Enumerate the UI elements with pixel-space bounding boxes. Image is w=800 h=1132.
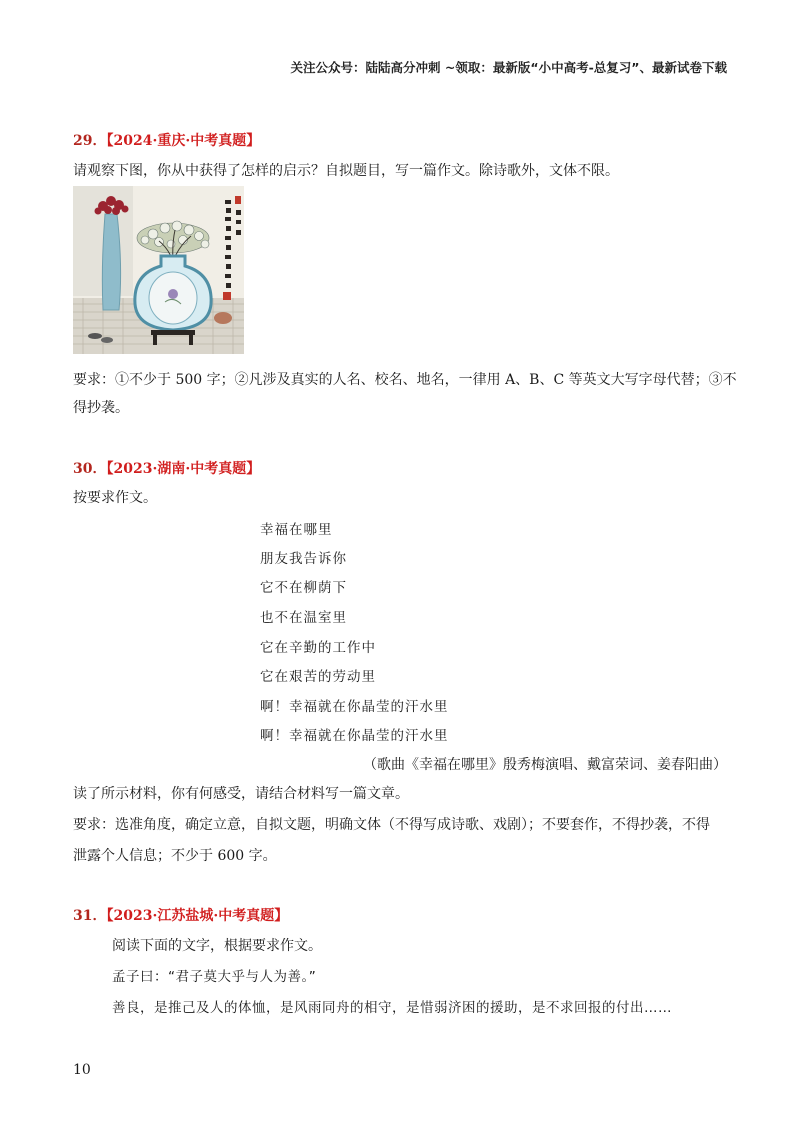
question-29-requirements-line-2: 得抄袭。 <box>73 400 129 416</box>
question-31-quote: 孟子曰：“君子莫大乎与人为善。” <box>112 969 317 985</box>
vase-painting-image <box>73 186 244 354</box>
page-number: 10 <box>73 1062 91 1078</box>
question-31-body: 善良，是推己及人的体恤，是风雨同舟的相守，是惜弱济困的援助，是不求回报的付出…… <box>112 1000 672 1016</box>
poem-line: 啊！幸福就在你晶莹的汗水里 <box>260 699 449 715</box>
poem-line: 啊！幸福就在你晶莹的汗水里 <box>260 728 449 744</box>
question-31-heading <box>73 905 288 925</box>
page-header: 关注公众号：陆陆高分冲刺 ~领取：最新版“小中高考-总复习”、最新试卷下载 <box>290 60 727 75</box>
poem-line: 它不在柳荫下 <box>260 580 347 596</box>
question-30-requirements-line-1: 要求：选准角度，确定立意，自拟文题，明确文体（不得写成诗歌、戏剧）；不要套作，不得抄袭，不得 <box>73 817 710 833</box>
question-29-requirements-line-1: 要求：①不少于 500 字；②凡涉及真实的人名、校名、地名，一律用 A、B、C 等英文大写字母代替；③不 <box>73 372 737 388</box>
poem-line: 它在辛勤的工作中 <box>260 640 376 656</box>
question-29-heading <box>73 130 260 150</box>
question-29-prompt: 请观察下图，你从中获得了怎样的启示？自拟题目，写一篇作文。除诗歌外，文体不限。 <box>73 163 619 179</box>
question-31-source-tag: 【2023·江苏盐城·中考真题】 <box>106 908 289 924</box>
poem-line: 它在艰苦的劳动里 <box>260 669 376 685</box>
question-30-requirements-line-2: 泄露个人信息；不少于 600 字。 <box>73 848 277 864</box>
question-30-number: 30． <box>73 461 107 477</box>
question-29-number: 29． <box>73 133 107 149</box>
question-31-intro: 阅读下面的文字，根据要求作文。 <box>112 938 322 954</box>
question-30-source-tag: 【2023·湖南·中考真题】 <box>106 461 261 477</box>
question-29-source-tag: 【2024·重庆·中考真题】 <box>106 133 261 149</box>
poem-line: 朋友我告诉你 <box>260 551 347 567</box>
question-31-number: 31． <box>73 908 107 924</box>
question-30-intro: 按要求作文。 <box>73 490 157 506</box>
poem-line: 幸福在哪里 <box>260 522 333 538</box>
question-30-heading <box>73 458 260 478</box>
poem-source-attribution: （歌曲《幸福在哪里》殷秀梅演唱、戴富荣词、姜春阳曲） <box>363 757 727 773</box>
question-30-task: 读了所示材料，你有何感受，请结合材料写一篇文章。 <box>73 786 409 802</box>
poem-line: 也不在温室里 <box>260 610 347 626</box>
